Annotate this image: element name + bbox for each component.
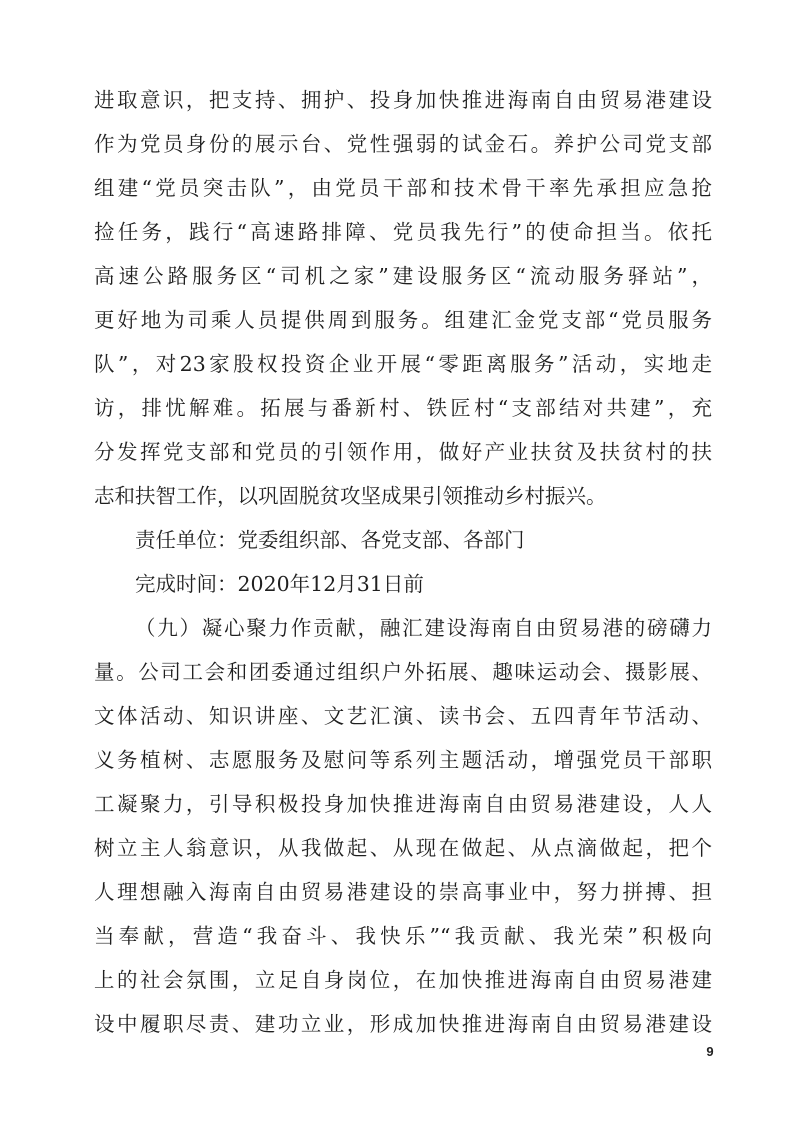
- text-line: 进取意识，把支持、拥护、投身加快推进海南自由贸易港建设: [94, 88, 712, 112]
- text-line: 设中履职尽责、建功立业，形成加快推进海南自由贸易港建设: [94, 1012, 712, 1036]
- text-line: 分发挥党支部和党员的引领作用，做好产业扶贫及扶贫村的扶: [94, 440, 712, 464]
- text-line: 工凝聚力，引导积极投身加快推进海南自由贸易港建设，人人: [94, 792, 712, 816]
- text-line: 义务植树、志愿服务及慰问等系列主题活动，增强党员干部职: [94, 748, 712, 772]
- section-heading-line: （九）凝心聚力作贡献，融汇建设海南自由贸易港的磅礴力: [135, 616, 712, 640]
- text-line: 文体活动、知识讲座、文艺汇演、读书会、五四青年节活动、: [94, 704, 712, 728]
- text-line: 捡任务，践行“高速路排障、党员我先行”的使命担当。依托: [94, 220, 712, 244]
- text-line: 高速公路服务区“司机之家”建设服务区“流动服务驿站”，: [94, 264, 712, 288]
- text-line: 作为党员身份的展示台、党性强弱的试金石。养护公司党支部: [94, 132, 712, 156]
- text-line: 队”，对23家股权投资企业开展“零距离服务”活动，实地走: [94, 352, 712, 376]
- text-line: 访，排忧解难。拓展与番新村、铁匠村“支部结对共建”，充: [94, 396, 712, 420]
- responsible-unit: 责任单位：党委组织部、各党支部、各部门: [135, 528, 525, 552]
- text-line: 量。公司工会和团委通过组织户外拓展、趣味运动会、摄影展、: [94, 660, 712, 684]
- text-line: 树立主人翁意识，从我做起、从现在做起、从点滴做起，把个: [94, 836, 712, 860]
- page-number: 9: [706, 1044, 714, 1059]
- text-line: 上的社会氛围，立足自身岗位，在加快推进海南自由贸易港建: [94, 968, 712, 992]
- text-line: 人理想融入海南自由贸易港建设的崇高事业中，努力拼搏、担: [94, 880, 712, 904]
- text-line: 组建“党员突击队”，由党员干部和技术骨干率先承担应急抢: [94, 176, 712, 200]
- paragraph-end-line: 志和扶智工作，以巩固脱贫攻坚成果引领推动乡村振兴。: [94, 484, 607, 508]
- text-line: 当奉献，营造“我奋斗、我快乐”“我贡献、我光荣”积极向: [94, 924, 712, 948]
- text-line: 更好地为司乘人员提供周到服务。组建汇金党支部“党员服务: [94, 308, 712, 332]
- completion-time: 完成时间：2020年12月31日前: [135, 572, 424, 596]
